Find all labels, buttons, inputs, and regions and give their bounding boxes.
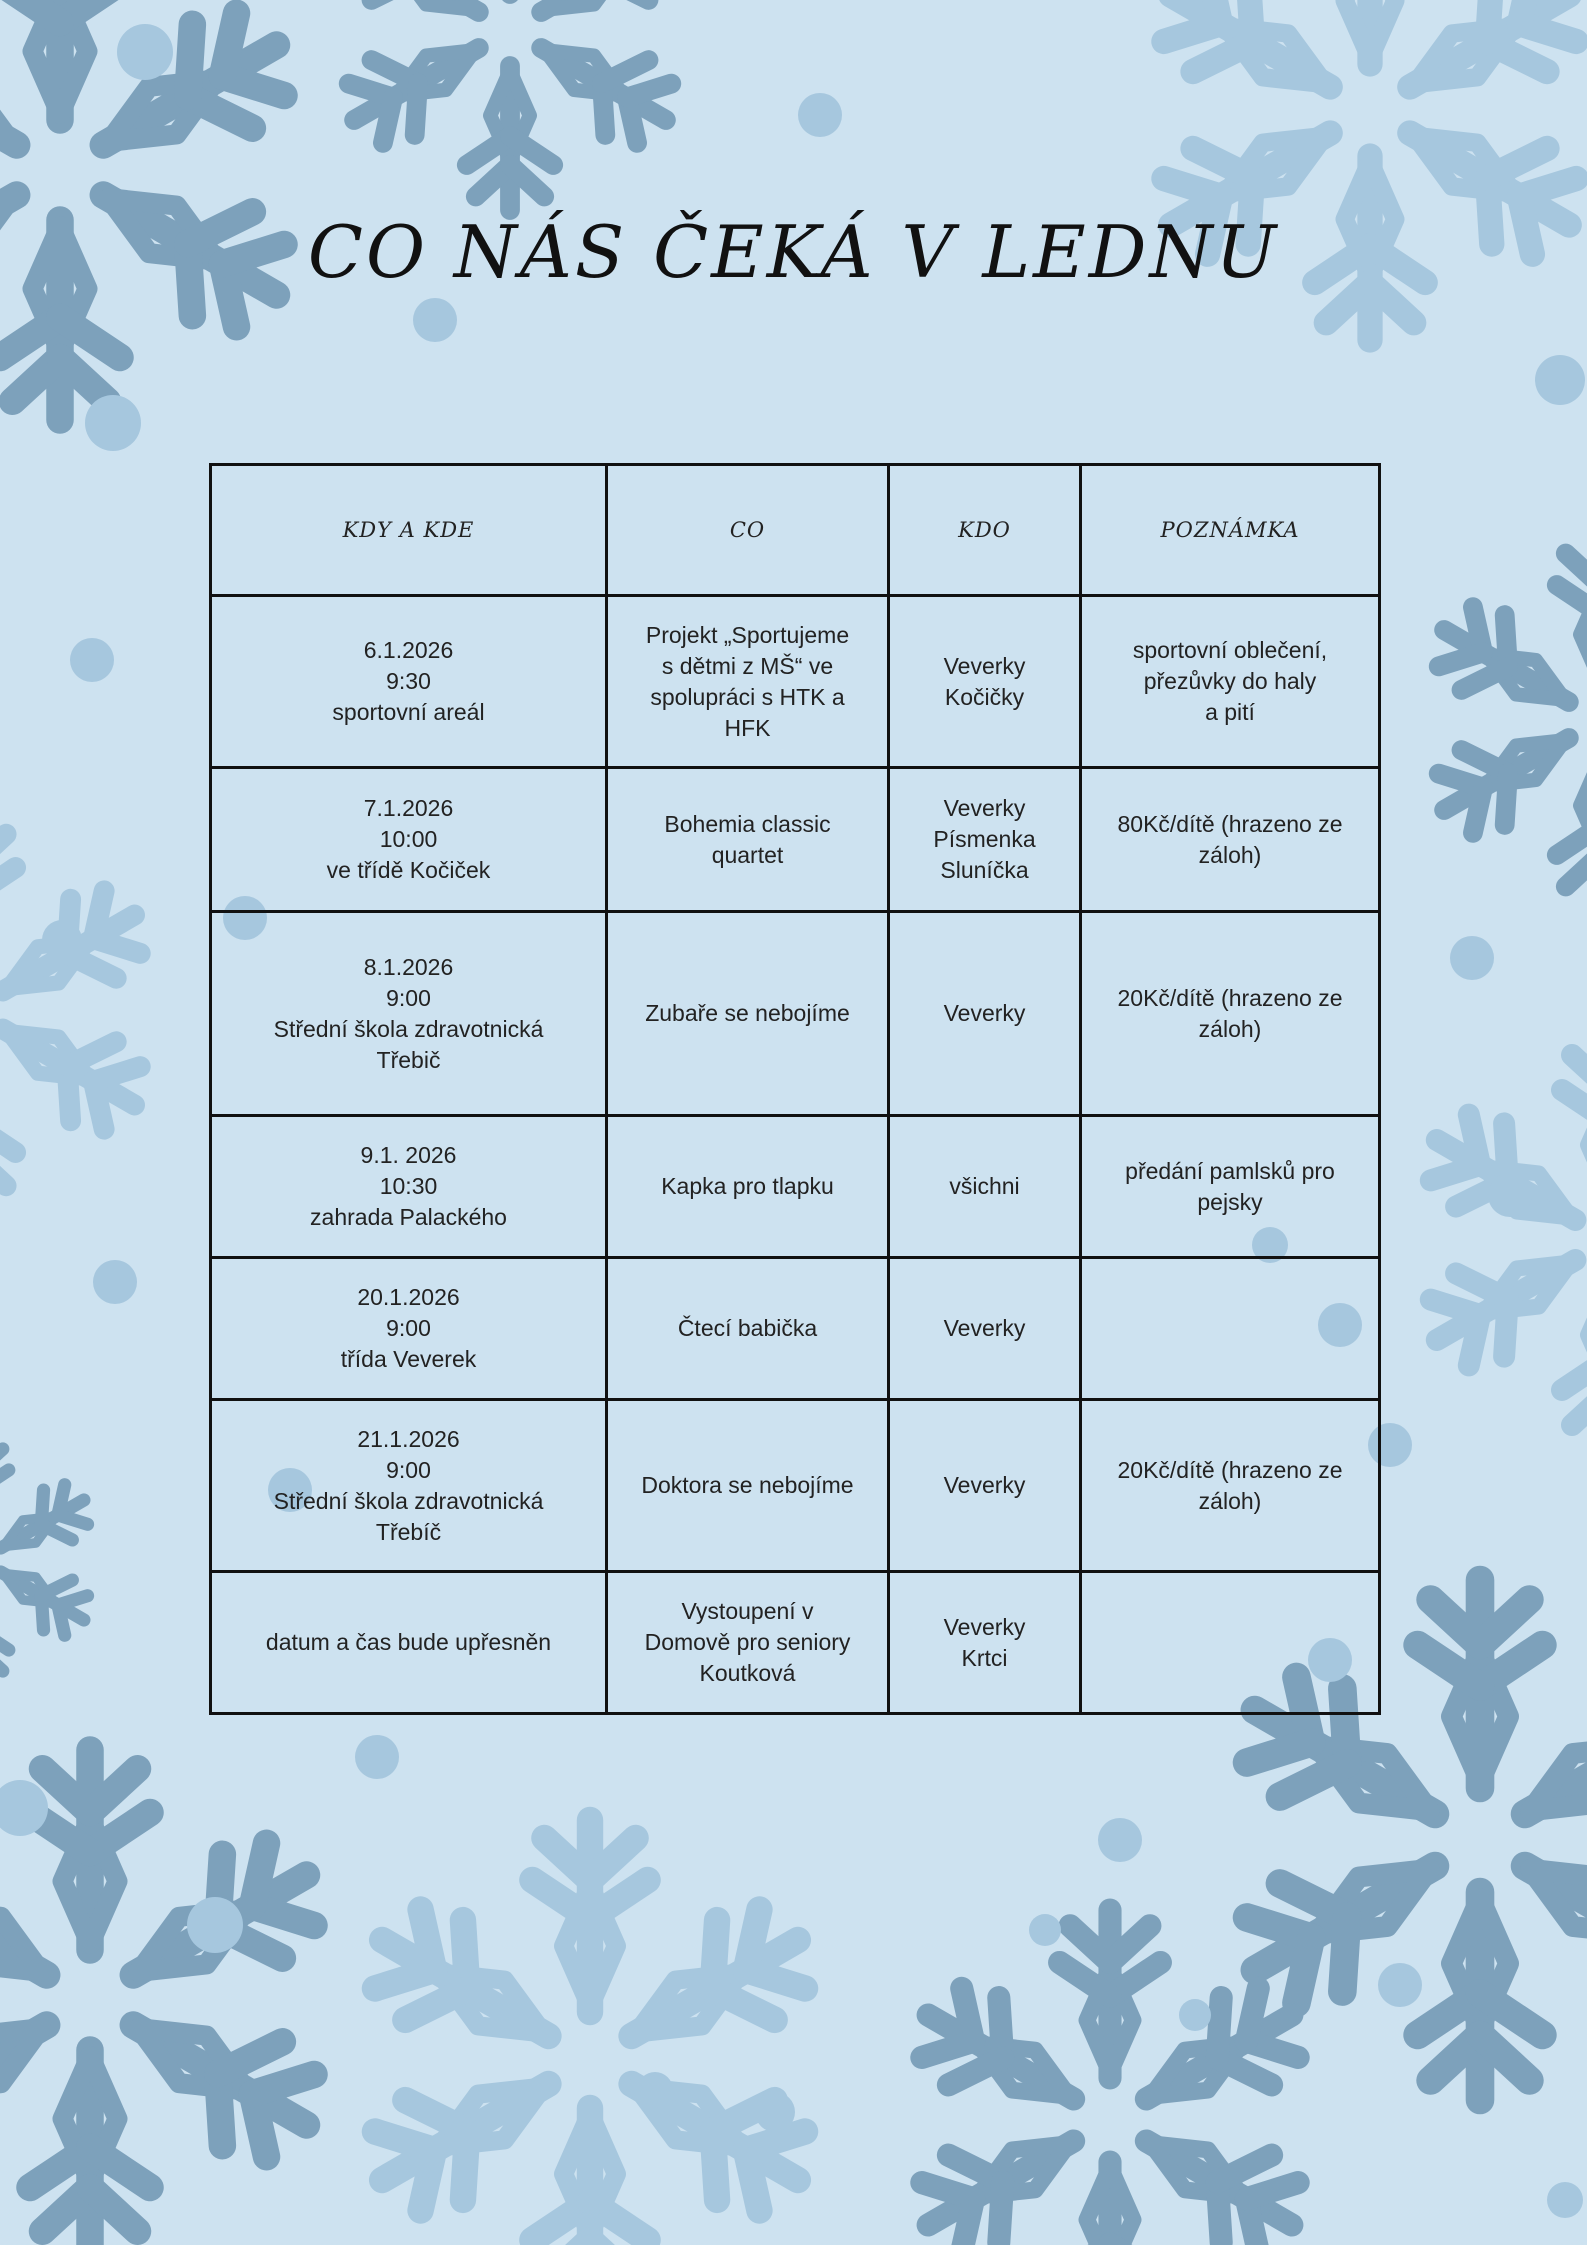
cell-text-line: 7.1.2026 <box>363 795 454 821</box>
cell-text-line: 10:00 <box>379 826 438 852</box>
cell-note <box>1081 1258 1380 1400</box>
table-row <box>211 912 1380 1116</box>
cell-text-line: 20Kč/dítě (hrazeno ze <box>1117 1456 1343 1483</box>
cell-what <box>607 1258 889 1400</box>
cell-text-line: Projekt „Sportujeme <box>645 621 850 648</box>
cell-text-line: Sluníčka <box>940 857 1029 883</box>
cell-note <box>1081 596 1380 768</box>
cell-text-line: Zubaře se nebojíme <box>645 1000 850 1026</box>
cell-text-line: Veverky <box>943 1613 1026 1640</box>
cell-text-line: 20.1.2026 <box>357 1284 460 1310</box>
cell-who <box>889 1116 1081 1258</box>
cell-text-line: záloh) <box>1198 841 1262 868</box>
cell-who <box>889 768 1081 912</box>
cell-who <box>889 596 1081 768</box>
cell-text-line: Kočičky <box>944 683 1025 710</box>
cell-text-line: 21.1.2026 <box>357 1425 460 1452</box>
cell-note <box>1081 1400 1380 1572</box>
header-when-where: KDY A KDE <box>211 465 607 596</box>
cell-text-line: Veverky <box>943 1315 1026 1341</box>
cell-text-line: přezůvky do haly <box>1143 668 1317 694</box>
cell-text-line: Koutková <box>699 1660 796 1686</box>
cell-what <box>607 768 889 912</box>
cell-who <box>889 1572 1081 1714</box>
header-note: POZNÁMKA <box>1081 465 1380 596</box>
cell-text-line: 9:00 <box>386 1456 431 1483</box>
cell-text-line: 9:00 <box>386 984 431 1011</box>
cell-text-line: Písmenka <box>933 826 1036 852</box>
cell-text-line: 10:30 <box>379 1173 438 1199</box>
cell-text-line: HFK <box>724 714 771 741</box>
cell-text-line: 9.1. 2026 <box>360 1142 457 1168</box>
cell-text-line: sportovní oblečení, <box>1132 637 1328 663</box>
cell-text-line: 6.1.2026 <box>363 637 454 663</box>
page-title: CO NÁS ČEKÁ V LEDNU <box>307 210 1280 294</box>
table-row <box>211 1258 1380 1400</box>
cell-text-line: Třebič <box>376 1046 441 1073</box>
cell-text-line: zahrada Palackého <box>310 1204 507 1230</box>
cell-what <box>607 596 889 768</box>
header-who: KDO <box>889 465 1081 596</box>
header-what: CO <box>607 465 889 596</box>
cell-text-line: 8.1.2026 <box>363 953 454 980</box>
schedule-rows <box>211 596 1380 1714</box>
cell-who <box>889 912 1081 1116</box>
cell-when-where <box>211 1116 607 1258</box>
cell-text-line: Veverky <box>943 1472 1026 1498</box>
cell-text-line: Bohemia classic <box>664 810 831 837</box>
cell-text-line: s dětmi z MŠ“ ve <box>661 652 834 679</box>
cell-when-where <box>211 1258 607 1400</box>
table-row <box>211 1116 1380 1258</box>
cell-text-line: Krtci <box>961 1644 1008 1671</box>
cell-what <box>607 1400 889 1572</box>
cell-who <box>889 1258 1081 1400</box>
cell-text-line: Střední škola zdravotnická <box>273 1487 544 1514</box>
cell-text-line: Střední škola zdravotnická <box>273 1015 544 1042</box>
cell-text-line: a pití <box>1205 699 1255 725</box>
cell-text-line: Veverky <box>943 652 1026 679</box>
cell-text-line: Doktora se nebojíme <box>641 1472 854 1498</box>
cell-text-line: datum a čas bude upřesněn <box>265 1629 552 1655</box>
cell-what <box>607 912 889 1116</box>
table-row <box>211 768 1380 912</box>
cell-when-where <box>211 912 607 1116</box>
cell-text-line: třída Veverek <box>340 1346 477 1372</box>
cell-text-line: sportovní areál <box>332 699 485 725</box>
cell-when-where <box>211 768 607 912</box>
cell-what <box>607 1572 889 1714</box>
cell-text-line: všichni <box>949 1173 1020 1199</box>
cell-text-line: záloh) <box>1198 1487 1262 1514</box>
cell-text-line: 20Kč/dítě (hrazeno ze <box>1117 984 1343 1011</box>
cell-who <box>889 1400 1081 1572</box>
schedule-table <box>209 463 1381 1715</box>
cell-text-line: 9:00 <box>386 1315 431 1341</box>
cell-text-line: pejsky <box>1197 1188 1263 1215</box>
cell-text-line: 80Kč/dítě (hrazeno ze <box>1117 810 1343 837</box>
cell-note <box>1081 768 1380 912</box>
cell-text-line: spolupráci s HTK a <box>650 683 845 710</box>
cell-text-line: Veverky <box>943 1000 1026 1026</box>
cell-text-line: záloh) <box>1198 1015 1262 1042</box>
table-header-row <box>211 465 1380 596</box>
cell-text-line: předání pamlsků pro <box>1125 1157 1335 1184</box>
cell-when-where <box>211 1400 607 1572</box>
table-row <box>211 1400 1380 1572</box>
cell-text-line: Čtecí babička <box>677 1315 818 1341</box>
cell-what <box>607 1116 889 1258</box>
cell-note <box>1081 1572 1380 1714</box>
cell-when-where <box>211 1572 607 1714</box>
table-row <box>211 596 1380 768</box>
cell-when-where <box>211 596 607 768</box>
cell-text-line: quartet <box>711 841 784 868</box>
table-row <box>211 1572 1380 1714</box>
cell-text-line: Kapka pro tlapku <box>661 1173 834 1199</box>
cell-text-line: Vystoupení v <box>681 1598 814 1624</box>
cell-note <box>1081 1116 1380 1258</box>
cell-note <box>1081 912 1380 1116</box>
cell-text-line: 9:30 <box>386 668 431 694</box>
cell-text-line: ve třídě Kočiček <box>326 857 491 883</box>
cell-text-line: Třebíč <box>375 1518 442 1545</box>
cell-text-line: Veverky <box>943 795 1026 821</box>
cell-text-line: Domově pro seniory <box>644 1629 851 1655</box>
